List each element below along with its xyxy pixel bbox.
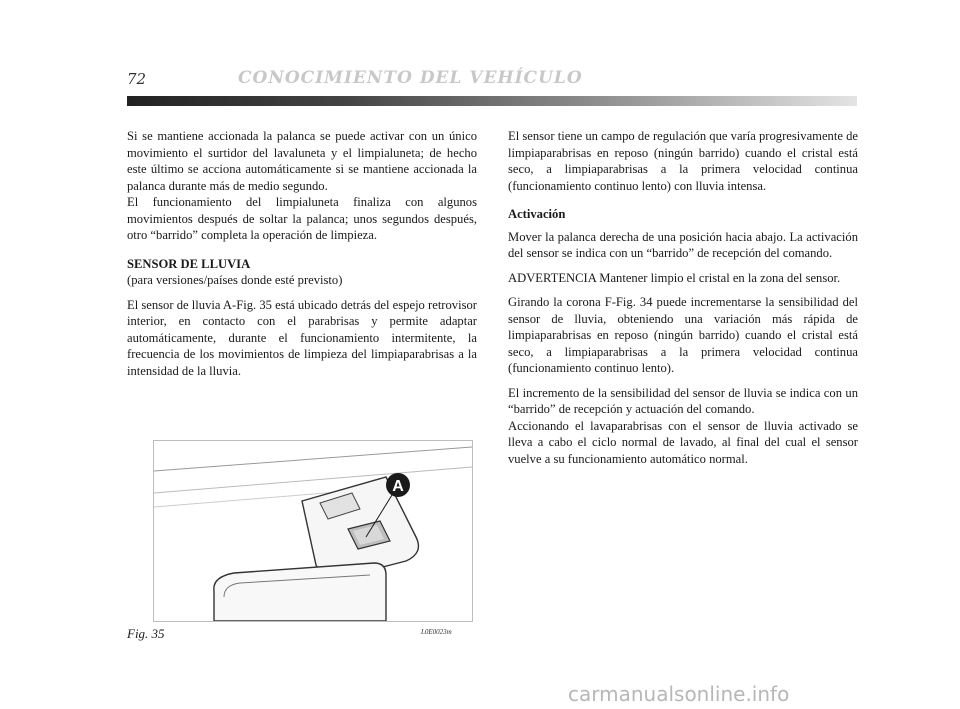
- paragraph: El incremento de la sensibilidad del sensor de lluvia se indica con un “barrido” de recepción y actuación del comando.: [508, 385, 858, 416]
- paragraph: El funcionamiento del limpialuneta finaliza con algunos movimientos después de soltar la palanca; unos segundos después, otro “barrido” completa la operación de limpieza.: [127, 195, 477, 242]
- callout-label: A: [392, 478, 404, 495]
- paragraph: El sensor de lluvia A-Fig. 35 está ubicado detrás del espejo retrovisor interior, en contacto con el parabrisas y permite adaptar automáticamente, durante el funcionamiento intermitente, la frecuencia de los movimientos de limpieza del limpiaparabrisas a la intensidad de la lluvia.: [127, 297, 477, 378]
- header-title: CONOCIMIENTO DEL VEHÍCULO: [238, 68, 583, 88]
- section-title: SENSOR DE LLUVIA: [127, 256, 251, 271]
- paragraph: Accionando el lavaparabrisas con el sensor de lluvia activado se lleva a cabo el ciclo normal de lavado, al final del cual el sensor vuelve a su funcionamiento automático normal.: [508, 418, 858, 466]
- figure-rain-sensor: [153, 440, 473, 622]
- watermark: carmanualsonline.info: [568, 682, 790, 706]
- subsection-title: Activación: [508, 207, 566, 221]
- page-number: 72: [127, 70, 147, 88]
- section-subtitle: (para versiones/países donde esté previsto): [127, 273, 343, 287]
- figure-caption: Fig. 35: [127, 626, 165, 641]
- mirror-body: [214, 563, 386, 621]
- paragraph: Mover la palanca derecha de una posición hacia abajo. La activación del sensor se indica con un “barrido” de recepción del comando.: [508, 229, 858, 260]
- paragraph: El sensor tiene un campo de regulación que varía progresivamente de limpiaparabrisas en reposo (ningún barrido) cuando el cristal está seco, a limpiaparabrisas a la primera velocidad continua (funcionamiento continuo lento) con lluvia intensa.: [508, 129, 858, 193]
- warning-paragraph: ADVERTENCIA Mantener limpio el cristal en la zona del sensor.: [508, 270, 841, 285]
- paragraph: Si se mantiene accionada la palanca se puede activar con un único movimiento el surtidor del lavaluneta y el limpialuneta; de hecho este último se acciona automáticamente si se mantiene accionada la palanca durante más de medio segundo.: [127, 129, 477, 193]
- left-column: [127, 128, 477, 387]
- paragraph: Girando la corona F-Fig. 34 puede incrementarse la sensibilidad del sensor de lluvia, obteniendo una variación más rápida de limpiaparabrisas en reposo (ningún barrido) cuando el cristal está seco, a limpiaparabrisas a la primera velocidad continua (funcionamiento continuo lento).: [508, 295, 858, 375]
- right-column: [508, 128, 858, 475]
- figure-code: L0E0023m: [421, 628, 452, 636]
- headliner-line: [154, 447, 472, 471]
- headliner-line: [154, 467, 472, 493]
- rearview-mirror-illustration: [154, 441, 472, 621]
- header-bar: [127, 96, 857, 106]
